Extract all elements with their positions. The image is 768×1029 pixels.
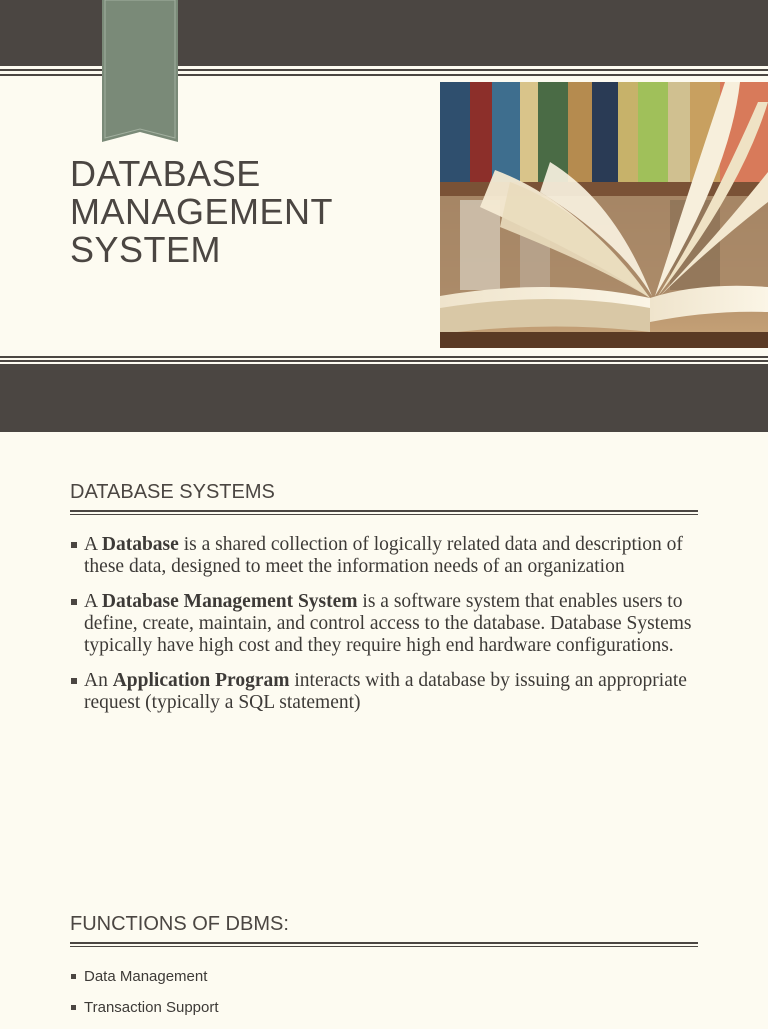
bullet-square-icon: [71, 974, 76, 979]
list-item: [70, 967, 670, 987]
bullet-square-icon: [71, 678, 77, 684]
presentation-title: DATABASE MANAGEMENT SYSTEM: [70, 153, 334, 270]
bookmark-ribbon: [102, 0, 178, 142]
bullet-square-icon: [71, 542, 77, 548]
divider-line: [0, 356, 768, 358]
bullet-text: is a software system that enables users to define, create, maintain, and control access to the database. Database Systems typically have high cost and they require high end hardware configurations.: [84, 591, 692, 656]
functions-list: [70, 967, 670, 1029]
bullet-text: interacts with a database by issuing an appropriate request (typically a SQL statement): [84, 670, 687, 713]
list-item: [70, 591, 700, 657]
list-item: [70, 534, 700, 578]
list-item: [70, 670, 700, 714]
title-slide: [0, 0, 768, 432]
open-book-photo: [440, 82, 768, 348]
function-label: Data Management: [84, 968, 208, 985]
bullet-term: Database Management System: [101, 591, 358, 612]
bullet-term: Application Program: [112, 670, 290, 691]
bullet-prefix: A: [84, 591, 102, 612]
content-slides: [0, 432, 768, 1024]
section-heading: DATABASE SYSTEMS: [70, 481, 275, 503]
bullet-term: Database: [101, 534, 179, 555]
section-heading: FUNCTIONS OF DBMS:: [70, 913, 289, 935]
bullet-prefix: An: [84, 670, 113, 691]
bullet-square-icon: [71, 1005, 76, 1010]
function-label: Transaction Support: [84, 999, 219, 1016]
bullet-square-icon: [71, 599, 77, 605]
bottom-band: [0, 364, 768, 432]
definitions-list: [70, 534, 700, 727]
bullet-text: is a shared collection of logically related data and description of these data, designed to meet the information needs of an organization: [84, 534, 683, 577]
divider-line: [0, 360, 768, 362]
list-item: [70, 998, 670, 1018]
heading-rule: [70, 942, 698, 947]
bullet-prefix: A: [84, 534, 102, 555]
heading-rule: [70, 510, 698, 515]
